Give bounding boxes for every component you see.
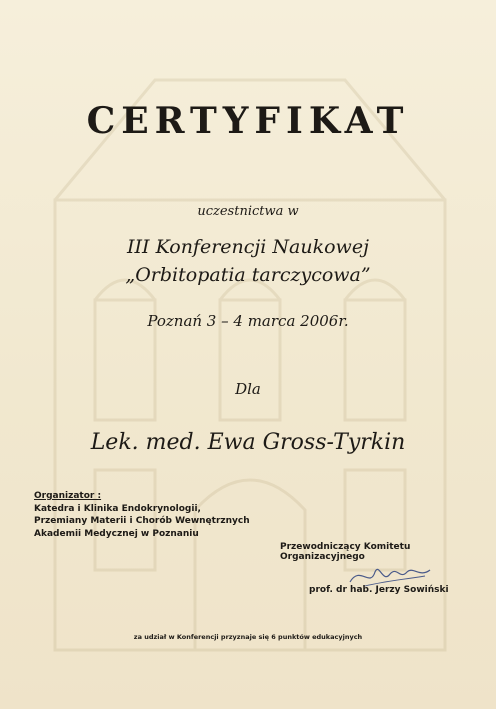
certificate-title: CERTYFIKAT [86,100,410,142]
recipient-name: Lek. med. Ewa Gross-Tyrkin [90,430,406,455]
for-label: Dla [235,380,261,398]
place-and-date: Poznań 3 – 4 marca 2006r. [147,312,349,330]
participation-subtitle: uczestnictwa w [197,204,299,219]
organizer-line: Akademii Medycznej w Poznaniu [34,528,199,539]
organizer-heading: Organizator : [34,491,102,501]
committee-chair-title: Przewodniczący Komitetu Organizacyjnego [280,542,411,562]
education-points-note: za udział w Konferencji przyznaje się 6 punktów edukacyjnych [133,633,363,641]
organizer-line: Przemiany Materii i Chorób Wewnętrznych [34,516,250,526]
committee-chair-name: prof. dr hab. Jerzy Sowiński [309,585,449,595]
conference-topic: „Orbitopatia tarczycowa” [125,264,371,286]
organizer-line: Katedra i Klinika Endokrynologii, [34,503,201,514]
organizer-block [34,490,250,540]
conference-name: III Konferencji Naukowej [127,236,369,258]
